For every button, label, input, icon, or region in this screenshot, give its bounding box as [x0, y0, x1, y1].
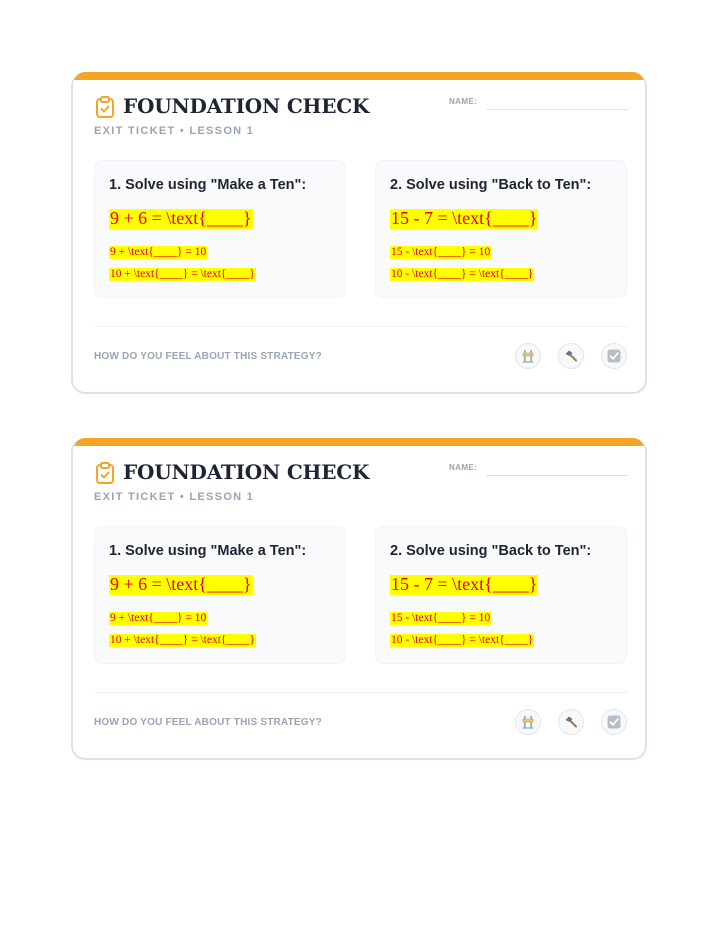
clipboard-check-icon: [95, 96, 115, 118]
main-equation: 15 - 7 = \text{____}: [391, 574, 538, 594]
main-equation: 9 + 6 = \text{____}: [110, 574, 252, 594]
feeling-option-hammer[interactable]: [558, 709, 584, 735]
ticket-subtitle: EXIT TICKET • LESSON 1: [94, 491, 255, 503]
problem-back-to-ten: [375, 526, 627, 664]
feeling-option-checkbox[interactable]: [601, 343, 627, 369]
exit-ticket-card: [71, 438, 647, 760]
feeling-prompt: HOW DO YOU FEEL ABOUT THIS STRATEGY?: [94, 717, 322, 728]
step-equation: 9 + \text{____} = 10: [110, 246, 207, 258]
problem-heading: 1. Solve using "Make a Ten":: [109, 543, 307, 559]
feeling-prompt: HOW DO YOU FEEL ABOUT THIS STRATEGY?: [94, 351, 322, 362]
step-equation: 9 + \text{____} = 10: [110, 612, 207, 624]
hammer-icon: [563, 714, 579, 730]
step-equation: 15 - \text{____} = 10: [391, 246, 491, 258]
step-equation: 10 + \text{____} = \text{____}: [110, 634, 255, 646]
exit-ticket-card: [71, 72, 647, 394]
clipboard-check-icon: [95, 462, 115, 484]
construction-icon: [520, 714, 536, 730]
name-label: NAME:: [449, 463, 478, 472]
checkbox-icon: [606, 714, 622, 730]
problem-make-a-ten: [94, 526, 346, 664]
ticket-title: FOUNDATION CHECK: [123, 460, 370, 484]
feeling-option-construction[interactable]: [515, 343, 541, 369]
name-field[interactable]: [486, 475, 628, 476]
name-field[interactable]: [486, 109, 628, 110]
checkbox-icon: [606, 348, 622, 364]
main-equation: 15 - 7 = \text{____}: [391, 208, 538, 228]
step-equation: 15 - \text{____} = 10: [391, 612, 491, 624]
hammer-icon: [563, 348, 579, 364]
step-equation: 10 - \text{____} = \text{____}: [391, 634, 534, 646]
problem-heading: 1. Solve using "Make a Ten":: [109, 177, 307, 193]
problem-heading: 2. Solve using "Back to Ten":: [390, 177, 592, 193]
divider: [94, 326, 628, 327]
problem-back-to-ten: [375, 160, 627, 298]
divider: [94, 692, 628, 693]
name-label: NAME:: [449, 97, 478, 106]
accent-bar: [73, 72, 645, 80]
ticket-title: FOUNDATION CHECK: [123, 94, 370, 118]
accent-bar: [73, 438, 645, 446]
construction-icon: [520, 348, 536, 364]
feeling-option-construction[interactable]: [515, 709, 541, 735]
step-equation: 10 - \text{____} = \text{____}: [391, 268, 534, 280]
problem-make-a-ten: [94, 160, 346, 298]
step-equation: 10 + \text{____} = \text{____}: [110, 268, 255, 280]
feeling-option-hammer[interactable]: [558, 343, 584, 369]
feeling-option-checkbox[interactable]: [601, 709, 627, 735]
ticket-subtitle: EXIT TICKET • LESSON 1: [94, 125, 255, 137]
problem-heading: 2. Solve using "Back to Ten":: [390, 543, 592, 559]
main-equation: 9 + 6 = \text{____}: [110, 208, 252, 228]
